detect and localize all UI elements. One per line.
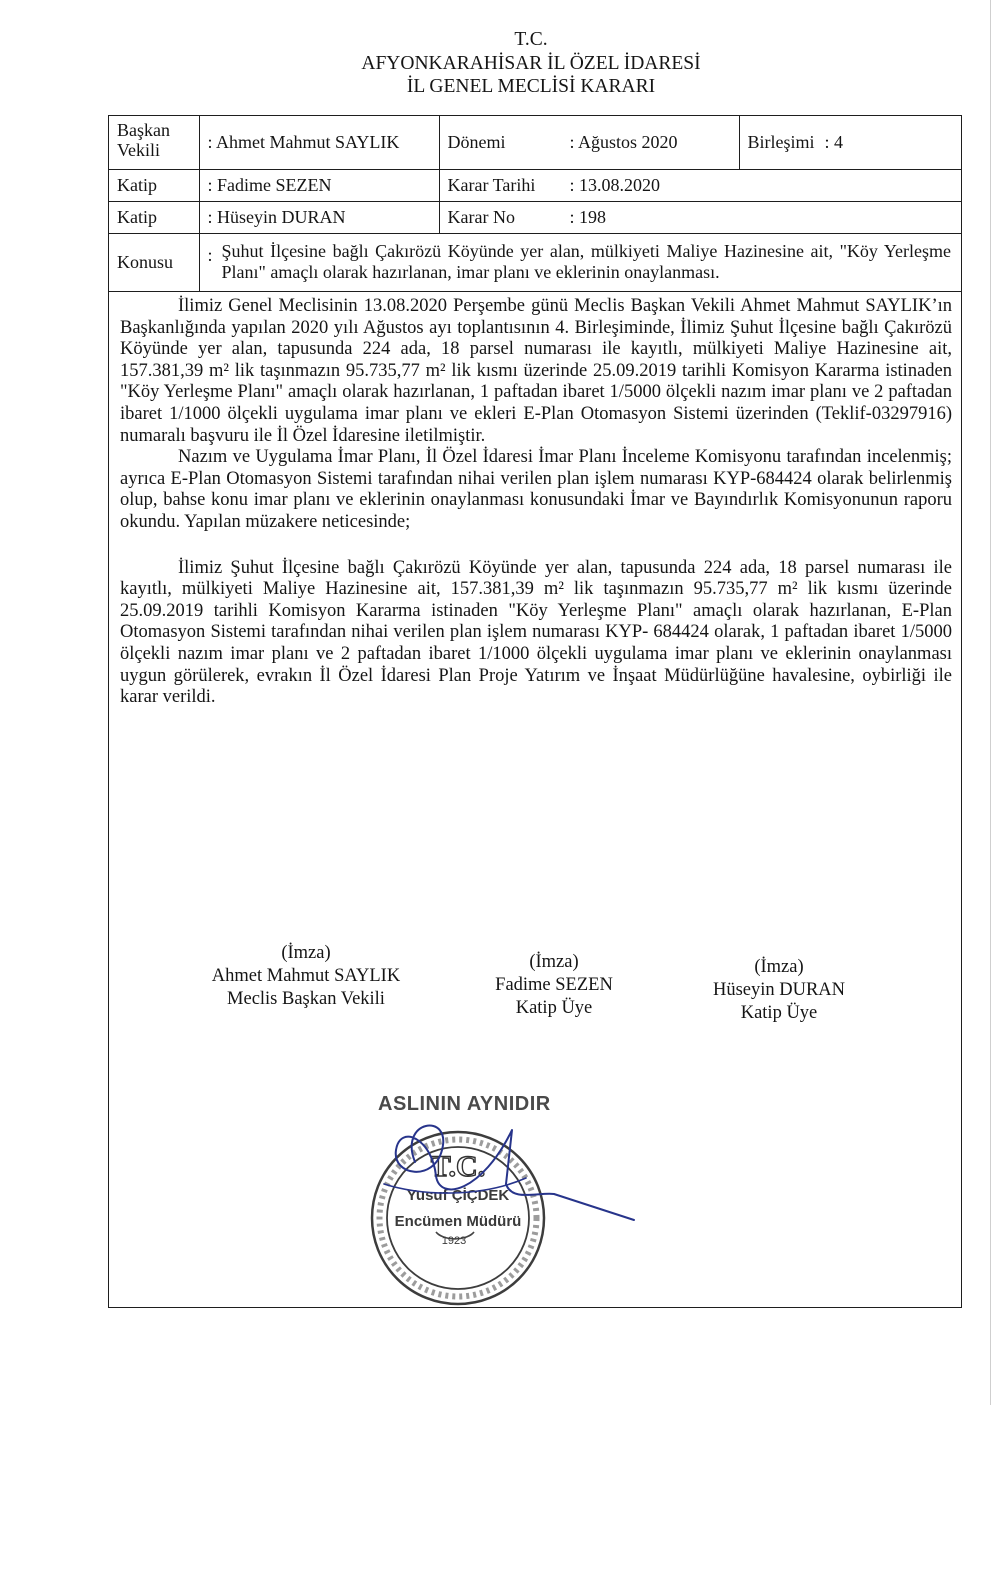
decision-body bbox=[120, 296, 952, 709]
signature-imza: (İmza) bbox=[754, 957, 804, 977]
table-row bbox=[109, 233, 961, 291]
birlesimi-cell bbox=[739, 116, 961, 169]
katip2-value: : Hüseyin DURAN bbox=[199, 201, 439, 233]
karar-no-value: : 198 bbox=[569, 207, 607, 227]
birlesimi-label: Birleşimi bbox=[747, 132, 815, 153]
header-tc: T.C. bbox=[514, 29, 548, 50]
konusu-text: Şuhut İlçesine bağlı Çakırözü Köyünde yer alan, mülkiyeti Maliye Hazinesine ait, "Köy Yerleşme Planı" amaçlı olarak hazırlanan, imar planı ve eklerinin onaylanması. bbox=[221, 241, 951, 282]
stamp-official-title: Encümen Müdürü bbox=[394, 1213, 522, 1230]
stamp-official-name: Yusuf ÇİÇDEK bbox=[406, 1187, 510, 1204]
signature-imza: (İmza) bbox=[281, 943, 331, 963]
signature-block-clerk-1 bbox=[424, 951, 684, 1020]
karar-no-label: Karar No bbox=[447, 207, 515, 227]
baskan-vekili-label: Başkan Vekili bbox=[109, 116, 199, 169]
konusu-cell bbox=[199, 233, 961, 291]
katip1-label: Katip bbox=[109, 169, 199, 201]
konusu-colon: : bbox=[207, 245, 213, 265]
page-edge bbox=[990, 0, 991, 1405]
decision-info-table bbox=[109, 116, 961, 292]
header-institution: AFYONKARAHİSAR İL ÖZEL İDARESİ bbox=[361, 52, 701, 74]
body-paragraph-1: İlimiz Genel Meclisinin 13.08.2020 Perşembe günü Meclis Başkan Vekili Ahmet Mahmut SAYLIK’ın Başkanlığında yapılan 2020 yılı Ağustos ayı toplantısının 4. Birleşiminde, İlimiz Şuhut İlçesine bağlı Çakırözü Köyünde yer alan, tapusunda 224 ada, 18 parsel numarası ile kayıtlı, mülkiyeti Maliye Hazinesine ait, 157.381,39 m² lik taşınmazın 95.735,77 m² lik kısmı üzerinde 25.09.2019 tarihli Komisyon Kararma istinaden "Köy Yerleşme Planı" amaçlı olarak hazırlanan, 1 paftadan ibaret 1/5000 ölçekli nazım imar planı ve 2 paftadan ibaret 1/1000 ölçekli uygulama imar planı ve ekleri E-Plan Otomasyon Sistemi üzerinden (Teklif-03297916) numaralı başvuru ile İl Özel İdaresine iletilmiştir. bbox=[120, 296, 952, 446]
signature-imza: (İmza) bbox=[529, 952, 579, 972]
karar-no-cell bbox=[439, 201, 961, 233]
signature-title: Meclis Başkan Vekili bbox=[227, 989, 385, 1009]
body-paragraph-3: İlimiz Şuhut İlçesine bağlı Çakırözü Köyünde yer alan, tapusunda 224 ada, 18 parsel numarası ile kayıtlı, mülkiyeti Maliye Hazinesine ait, 157.381,39 m² lik taşınmazın 95.735,77 m² lik kısmı üzerinde 25.09.2019 tarihli Komisyon Kararma istinaden "Köy Yerleşme Planı" amaçlı olarak hazırlanan, E-Plan Otomasyon Sistemi tarafından nihai verilen plan işlem numarası KYP- 684424 olarak, 1 paftadan ibaret 1/5000 ölçekli nazım imar planı ve 2 paftadan ibaret 1/1000 ölçekli uygulama imar planı ve eklerinin onaylanması uygun görülerek, evrakın İl Özel İdaresi Plan Proje Yatırım ve İnşaat Müdürlüğüne havalesine, oybirliği ile karar verildi. bbox=[120, 557, 952, 708]
katip2-label: Katip bbox=[109, 201, 199, 233]
document-header bbox=[100, 28, 962, 99]
karar-tarihi-value: : 13.08.2020 bbox=[569, 175, 661, 195]
signature-title: Katip Üye bbox=[515, 998, 593, 1018]
table-row bbox=[109, 169, 961, 201]
karar-tarihi-label: Karar Tarihi bbox=[447, 175, 536, 195]
konusu-content bbox=[208, 241, 954, 283]
donemi-cell bbox=[439, 116, 739, 169]
donemi-label: Dönemi bbox=[447, 132, 506, 153]
table-row bbox=[109, 116, 961, 169]
konusu-label: Konusu bbox=[109, 233, 199, 291]
table-row bbox=[109, 201, 961, 233]
signature-name: Ahmet Mahmut SAYLIK bbox=[211, 966, 401, 986]
birlesimi-value: : 4 bbox=[824, 132, 844, 153]
signature-name: Hüseyin DURAN bbox=[712, 980, 846, 1000]
karar-tarihi-cell bbox=[439, 169, 961, 201]
baskan-vekili-value: : Ahmet Mahmut SAYLIK bbox=[199, 116, 439, 169]
header-decision-title: İL GENEL MECLİSİ KARARI bbox=[406, 76, 656, 97]
certified-copy-stamp bbox=[340, 1080, 660, 1310]
signature-title: Katip Üye bbox=[740, 1003, 818, 1023]
signature-block-clerk-2 bbox=[649, 956, 909, 1025]
donemi-value: : Ağustos 2020 bbox=[569, 132, 678, 153]
body-paragraph-2: Nazım ve Uygulama İmar Planı, İl Özel İdaresi İmar Planı İnceleme Komisyonu tarafından incelenmiş; ayrıca E-Plan Otomasyon Sistemi tarafından nihai verilen plan işlem numarası KYP-684424 olarak belirlenmiş olup, bahse konu imar planı ve eklerinin onaylanması konusundaki İmar ve Bayındırlık Komisyonunun raporu okundu. Yapılan müzakere neticesinde; bbox=[120, 447, 952, 532]
seal-year: 1923 bbox=[441, 1235, 467, 1247]
certified-copy-text: ASLININ AYNIDIR bbox=[378, 1093, 551, 1115]
signature-name: Fadime SEZEN bbox=[495, 975, 613, 995]
katip1-value: : Fadime SEZEN bbox=[199, 169, 439, 201]
seal-tc-text: T.C. bbox=[430, 1150, 486, 1183]
signature-block-chair bbox=[176, 942, 436, 1011]
